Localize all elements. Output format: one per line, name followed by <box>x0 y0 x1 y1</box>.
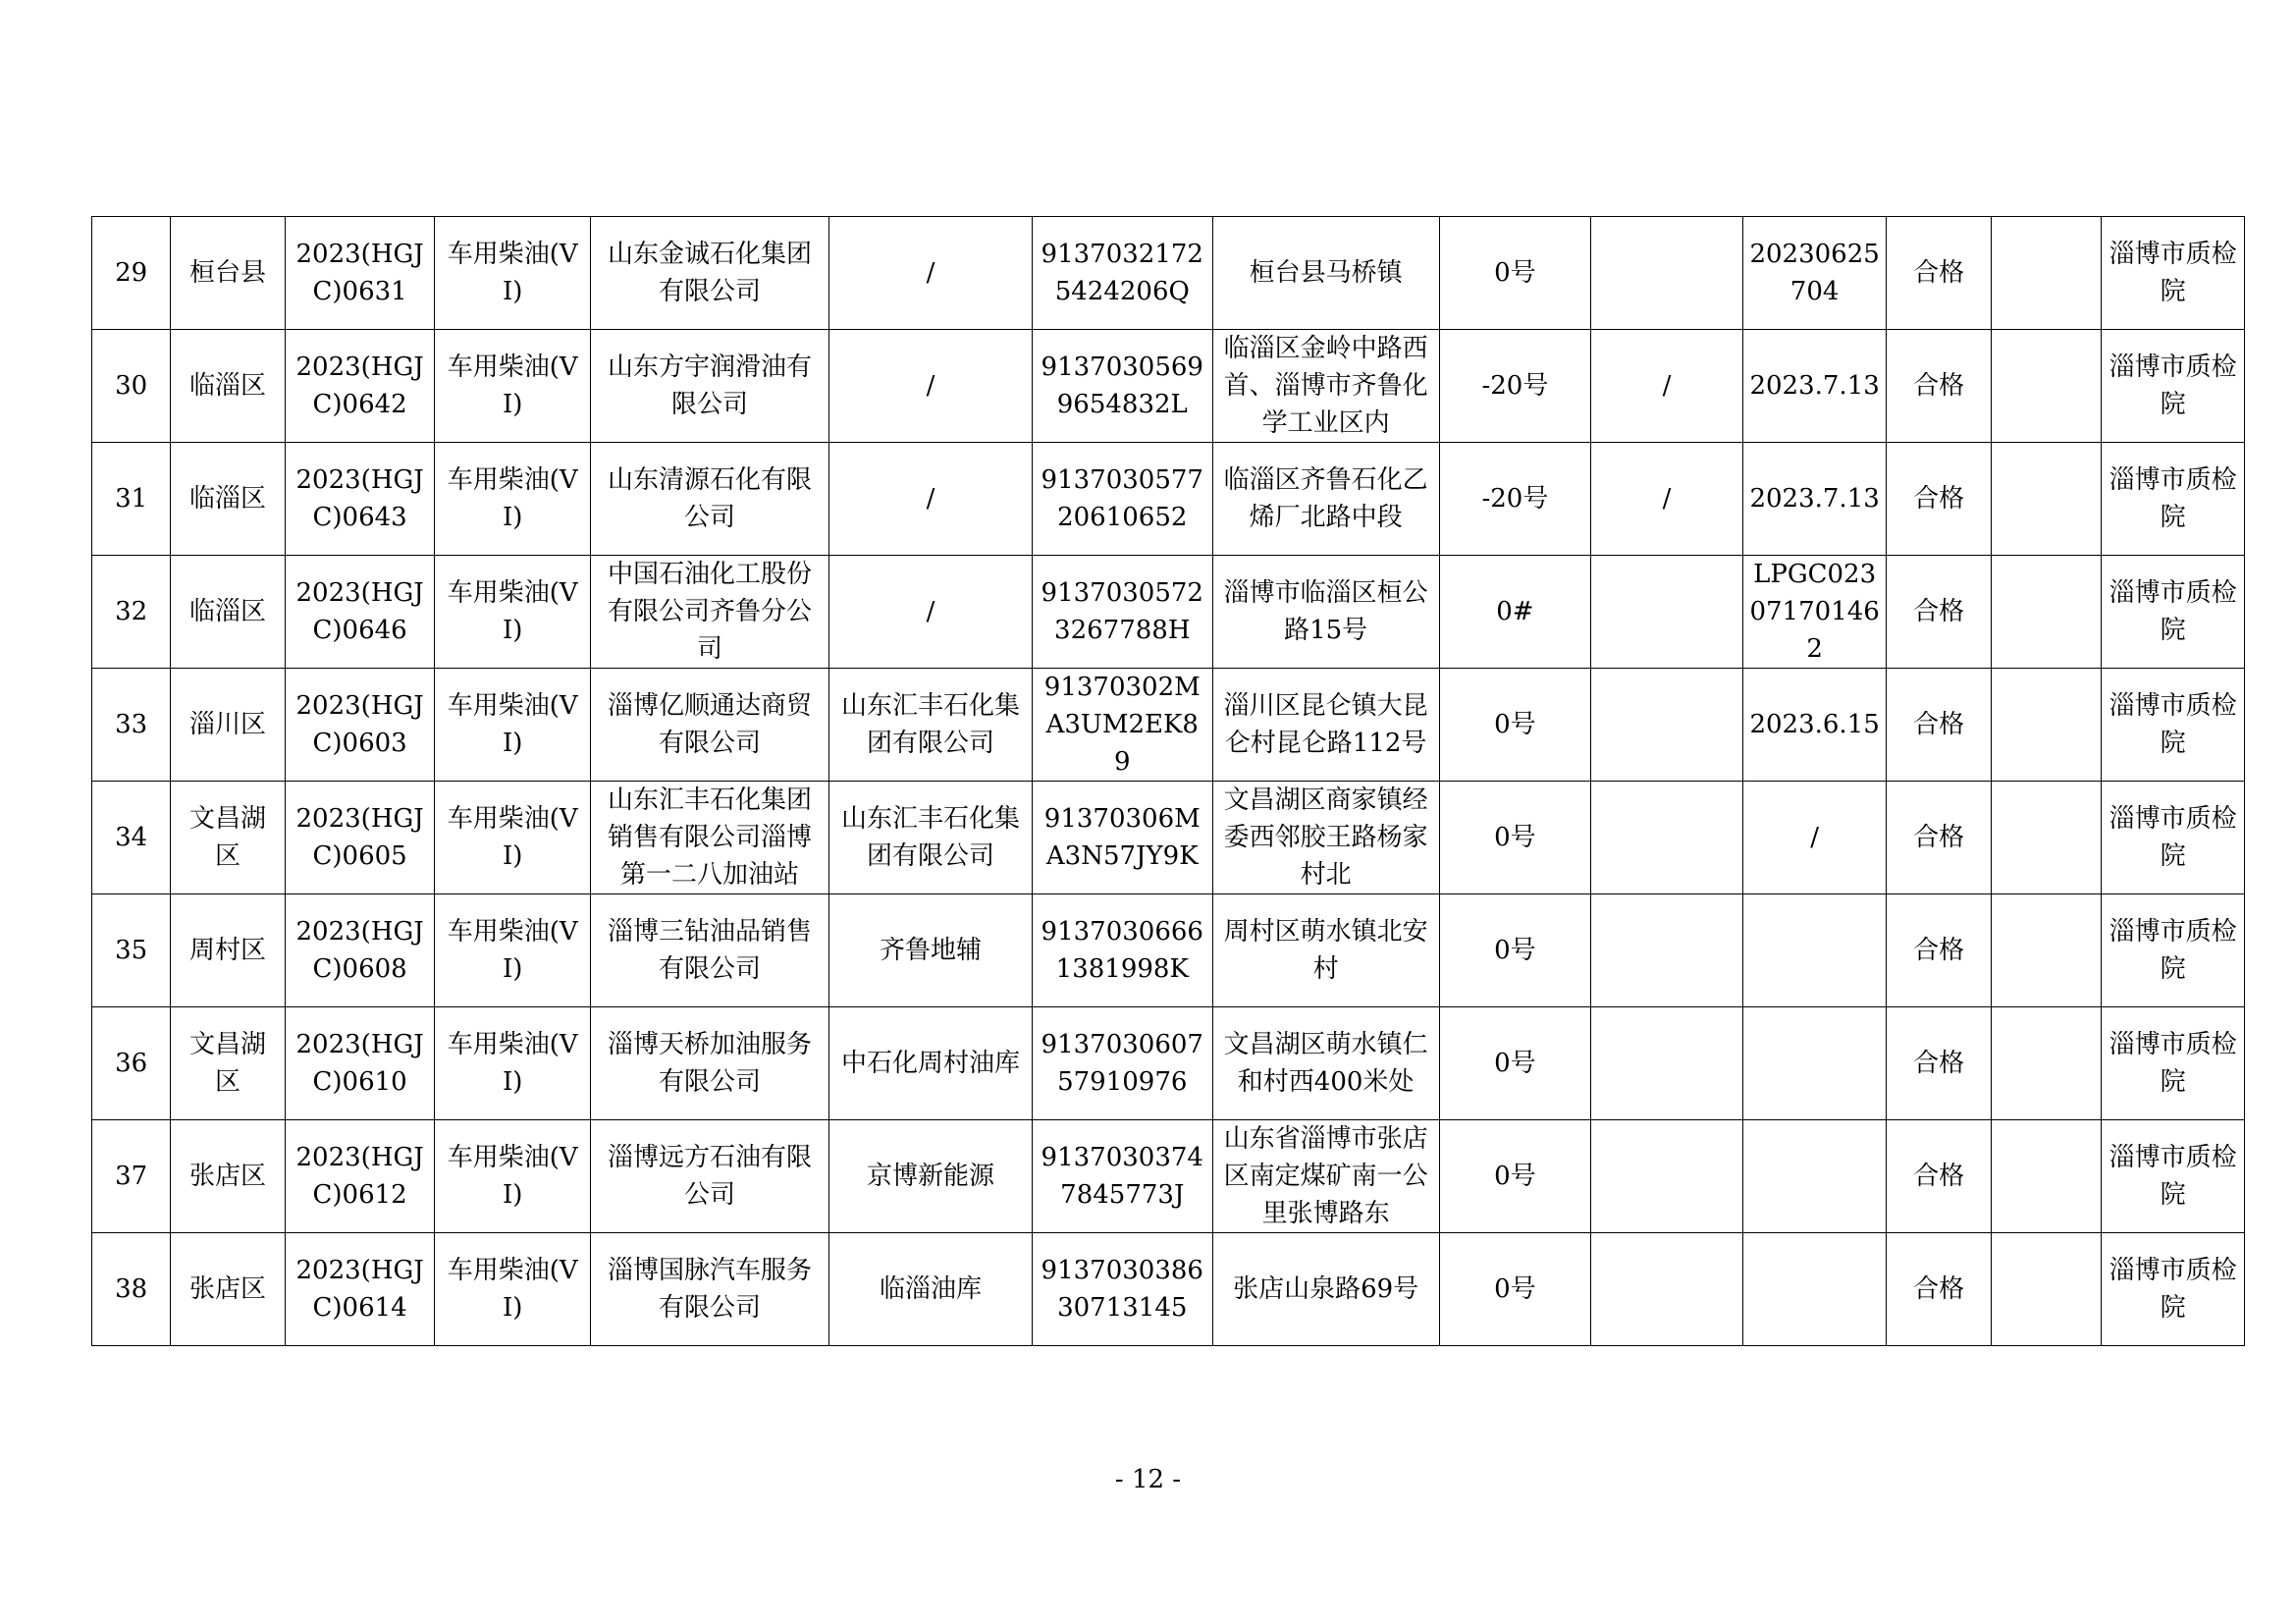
address-cell: 淄川区昆仑镇大昆仑村昆仑路112号 <box>1212 669 1439 782</box>
company-cell: 淄博亿顺通达商贸有限公司 <box>591 669 829 782</box>
credit-code-cell: 913703057720610652 <box>1032 443 1212 556</box>
supplier-cell: 山东汇丰石化集团有限公司 <box>829 782 1033 894</box>
sample-id-cell: 2023(HGJC)0631 <box>285 217 435 330</box>
extra-cell <box>1591 556 1743 669</box>
district-cell: 临淄区 <box>171 443 285 556</box>
credit-code-cell: 91370306MA3N57JY9K <box>1032 782 1212 894</box>
inspector-cell: 淄博市质检院 <box>2102 556 2245 669</box>
batch-cell <box>1742 894 1887 1007</box>
extra-cell <box>1591 1120 1743 1233</box>
supplier-cell: / <box>829 217 1033 330</box>
result-cell: 合格 <box>1887 1007 1991 1120</box>
sample-id-cell: 2023(HGJC)0643 <box>285 443 435 556</box>
note-cell <box>1991 894 2101 1007</box>
table-row <box>92 443 2245 556</box>
supplier-cell: 临淄油库 <box>829 1233 1033 1346</box>
supplier-cell: / <box>829 330 1033 443</box>
batch-cell: 2023.6.15 <box>1742 669 1887 782</box>
credit-code-cell: 91370321725424206Q <box>1032 217 1212 330</box>
inspector-cell: 淄博市质检院 <box>2102 894 2245 1007</box>
table-row <box>92 556 2245 669</box>
row-number-cell: 34 <box>92 782 171 894</box>
batch-cell: 2023.7.13 <box>1742 443 1887 556</box>
sample-id-cell: 2023(HGJC)0612 <box>285 1120 435 1233</box>
table-row <box>92 894 2245 1007</box>
company-cell: 山东清源石化有限公司 <box>591 443 829 556</box>
address-cell: 淄博市临淄区桓公路15号 <box>1212 556 1439 669</box>
product-cell: 车用柴油(VI) <box>435 217 591 330</box>
extra-cell <box>1591 1007 1743 1120</box>
batch-cell <box>1742 1120 1887 1233</box>
product-cell: 车用柴油(VI) <box>435 782 591 894</box>
credit-code-cell: 91370305699654832L <box>1032 330 1212 443</box>
supplier-cell: 京博新能源 <box>829 1120 1033 1233</box>
sample-id-cell: 2023(HGJC)0642 <box>285 330 435 443</box>
supplier-cell: 齐鲁地辅 <box>829 894 1033 1007</box>
company-cell: 淄博远方石油有限公司 <box>591 1120 829 1233</box>
grade-cell: 0号 <box>1439 894 1591 1007</box>
note-cell <box>1991 443 2101 556</box>
table-row <box>92 217 2245 330</box>
district-cell: 临淄区 <box>171 330 285 443</box>
district-cell: 淄川区 <box>171 669 285 782</box>
table-row <box>92 782 2245 894</box>
supplier-cell: 中石化周村油库 <box>829 1007 1033 1120</box>
sample-id-cell: 2023(HGJC)0610 <box>285 1007 435 1120</box>
company-cell: 中国石油化工股份有限公司齐鲁分公司 <box>591 556 829 669</box>
result-cell: 合格 <box>1887 556 1991 669</box>
supplier-cell: / <box>829 556 1033 669</box>
grade-cell: 0号 <box>1439 782 1591 894</box>
table-row <box>92 330 2245 443</box>
credit-code-cell: 91370305723267788H <box>1032 556 1212 669</box>
company-cell: 山东方宇润滑油有限公司 <box>591 330 829 443</box>
grade-cell: 0号 <box>1439 217 1591 330</box>
extra-cell <box>1591 669 1743 782</box>
note-cell <box>1991 1233 2101 1346</box>
result-cell: 合格 <box>1887 1120 1991 1233</box>
sample-id-cell: 2023(HGJC)0614 <box>285 1233 435 1346</box>
result-cell: 合格 <box>1887 443 1991 556</box>
extra-cell <box>1591 782 1743 894</box>
row-number-cell: 38 <box>92 1233 171 1346</box>
inspector-cell: 淄博市质检院 <box>2102 330 2245 443</box>
address-cell: 文昌湖区萌水镇仁和村西400米处 <box>1212 1007 1439 1120</box>
inspector-cell: 淄博市质检院 <box>2102 443 2245 556</box>
product-cell: 车用柴油(VI) <box>435 669 591 782</box>
inspector-cell: 淄博市质检院 <box>2102 669 2245 782</box>
note-cell <box>1991 1007 2101 1120</box>
row-number-cell: 29 <box>92 217 171 330</box>
company-cell: 淄博三钻油品销售有限公司 <box>591 894 829 1007</box>
grade-cell: -20号 <box>1439 443 1591 556</box>
batch-cell: / <box>1742 782 1887 894</box>
table-row <box>92 1007 2245 1120</box>
result-cell: 合格 <box>1887 1233 1991 1346</box>
supplier-cell: 山东汇丰石化集团有限公司 <box>829 669 1033 782</box>
row-number-cell: 30 <box>92 330 171 443</box>
district-cell: 周村区 <box>171 894 285 1007</box>
row-number-cell: 35 <box>92 894 171 1007</box>
table-row <box>92 669 2245 782</box>
district-cell: 文昌湖区 <box>171 782 285 894</box>
sampling-records-table <box>91 216 2245 1346</box>
row-number-cell: 33 <box>92 669 171 782</box>
inspector-cell: 淄博市质检院 <box>2102 1007 2245 1120</box>
supplier-cell: / <box>829 443 1033 556</box>
row-number-cell: 32 <box>92 556 171 669</box>
grade-cell: 0号 <box>1439 669 1591 782</box>
result-cell: 合格 <box>1887 669 1991 782</box>
credit-code-cell: 913703038630713145 <box>1032 1233 1212 1346</box>
address-cell: 山东省淄博市张店区南定煤矿南一公里张博路东 <box>1212 1120 1439 1233</box>
product-cell: 车用柴油(VI) <box>435 894 591 1007</box>
result-cell: 合格 <box>1887 782 1991 894</box>
row-number-cell: 31 <box>92 443 171 556</box>
batch-cell <box>1742 1233 1887 1346</box>
sample-id-cell: 2023(HGJC)0605 <box>285 782 435 894</box>
row-number-cell: 36 <box>92 1007 171 1120</box>
note-cell <box>1991 556 2101 669</box>
result-cell: 合格 <box>1887 330 1991 443</box>
batch-cell <box>1742 1007 1887 1120</box>
address-cell: 桓台县马桥镇 <box>1212 217 1439 330</box>
company-cell: 山东汇丰石化集团销售有限公司淄博第一二八加油站 <box>591 782 829 894</box>
extra-cell: / <box>1591 330 1743 443</box>
inspector-cell: 淄博市质检院 <box>2102 782 2245 894</box>
batch-cell: LPGC023071701462 <box>1742 556 1887 669</box>
extra-cell: / <box>1591 443 1743 556</box>
product-cell: 车用柴油(VI) <box>435 330 591 443</box>
extra-cell <box>1591 217 1743 330</box>
district-cell: 文昌湖区 <box>171 1007 285 1120</box>
inspector-cell: 淄博市质检院 <box>2102 1233 2245 1346</box>
sample-id-cell: 2023(HGJC)0646 <box>285 556 435 669</box>
product-cell: 车用柴油(VI) <box>435 443 591 556</box>
grade-cell: 0号 <box>1439 1007 1591 1120</box>
product-cell: 车用柴油(VI) <box>435 556 591 669</box>
product-cell: 车用柴油(VI) <box>435 1233 591 1346</box>
credit-code-cell: 91370306661381998K <box>1032 894 1212 1007</box>
district-cell: 张店区 <box>171 1120 285 1233</box>
address-cell: 张店山泉路69号 <box>1212 1233 1439 1346</box>
page-number: - 12 - <box>1114 1465 1182 1494</box>
result-cell: 合格 <box>1887 894 1991 1007</box>
note-cell <box>1991 782 2101 894</box>
note-cell <box>1991 330 2101 443</box>
company-cell: 山东金诚石化集团有限公司 <box>591 217 829 330</box>
credit-code-cell: 91370302MA3UM2EK89 <box>1032 669 1212 782</box>
note-cell <box>1991 1120 2101 1233</box>
district-cell: 临淄区 <box>171 556 285 669</box>
table-row <box>92 1120 2245 1233</box>
batch-cell: 2023.7.13 <box>1742 330 1887 443</box>
result-cell: 合格 <box>1887 217 1991 330</box>
row-number-cell: 37 <box>92 1120 171 1233</box>
district-cell: 桓台县 <box>171 217 285 330</box>
product-cell: 车用柴油(VI) <box>435 1007 591 1120</box>
address-cell: 临淄区金岭中路西首、淄博市齐鲁化学工业区内 <box>1212 330 1439 443</box>
extra-cell <box>1591 894 1743 1007</box>
extra-cell <box>1591 1233 1743 1346</box>
grade-cell: -20号 <box>1439 330 1591 443</box>
inspector-cell: 淄博市质检院 <box>2102 1120 2245 1233</box>
batch-cell: 20230625704 <box>1742 217 1887 330</box>
note-cell <box>1991 217 2101 330</box>
credit-code-cell: 91370303747845773J <box>1032 1120 1212 1233</box>
address-cell: 临淄区齐鲁石化乙烯厂北路中段 <box>1212 443 1439 556</box>
grade-cell: 0号 <box>1439 1120 1591 1233</box>
company-cell: 淄博国脉汽车服务有限公司 <box>591 1233 829 1346</box>
address-cell: 文昌湖区商家镇经委西邻胶王路杨家村北 <box>1212 782 1439 894</box>
credit-code-cell: 913703060757910976 <box>1032 1007 1212 1120</box>
address-cell: 周村区萌水镇北安村 <box>1212 894 1439 1007</box>
product-cell: 车用柴油(VI) <box>435 1120 591 1233</box>
note-cell <box>1991 669 2101 782</box>
district-cell: 张店区 <box>171 1233 285 1346</box>
table-row <box>92 1233 2245 1346</box>
sample-id-cell: 2023(HGJC)0603 <box>285 669 435 782</box>
inspector-cell: 淄博市质检院 <box>2102 217 2245 330</box>
sample-id-cell: 2023(HGJC)0608 <box>285 894 435 1007</box>
grade-cell: 0# <box>1439 556 1591 669</box>
company-cell: 淄博天桥加油服务有限公司 <box>591 1007 829 1120</box>
grade-cell: 0号 <box>1439 1233 1591 1346</box>
